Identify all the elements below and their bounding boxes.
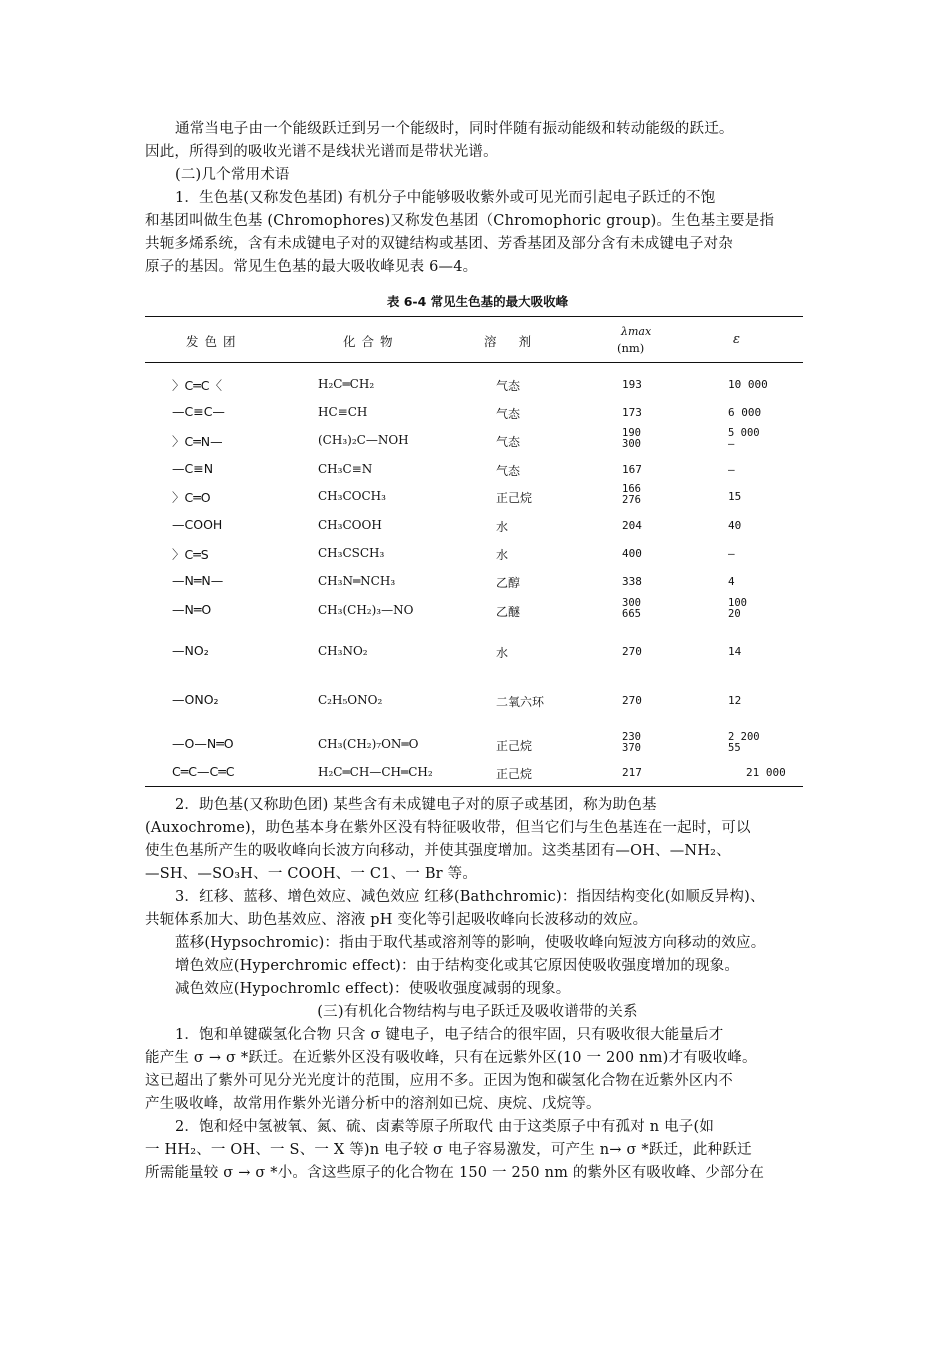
table-cell-lambda: 338 xyxy=(622,575,642,588)
table-cell-group: —COOH xyxy=(172,517,223,532)
paragraph-line: 2．饱和烃中氢被氧、氮、硫、卤素等原子所取代 由于这类原子中有孤对 n 电子(如 xyxy=(175,1119,715,1135)
table-cell-solvent: 气态 xyxy=(496,379,521,393)
paragraph-line: 共轭多烯系统，含有未成键电子对的双键结构或基团、芳香基团及部分含有未成键电子对杂 xyxy=(145,236,733,252)
table-cell-epsilon: 100 20 xyxy=(728,597,747,620)
paragraph-line: 蓝移(Hypsochromic)：指由于取代基或溶剂等的影响，使吸收峰向短波方向移动的效应。 xyxy=(175,935,766,951)
table-cell-lambda: 193 xyxy=(622,378,642,391)
table-cell-group: —ONO₂ xyxy=(172,692,219,707)
table-cell-compound: H₂C═CH₂ xyxy=(318,377,375,391)
table-cell-epsilon: 15 xyxy=(728,490,742,503)
table-cell-solvent: 气态 xyxy=(496,407,521,421)
table-cell-epsilon: 40 xyxy=(728,519,742,532)
table-cell-lambda: 166 276 xyxy=(622,483,641,506)
table-cell-lambda: 300 665 xyxy=(622,597,641,620)
paragraph-line: 1．饱和单键碳氢化合物 只含 σ 键电子，电子结合的很牢固，只有吸收很大能量后才 xyxy=(175,1027,724,1043)
table-cell-epsilon: 2 200 55 xyxy=(728,731,760,754)
table-cell-solvent: 乙醚 xyxy=(496,605,521,619)
table-header-rule xyxy=(145,362,803,363)
table-cell-compound: CH₃NO₂ xyxy=(318,644,368,658)
header-group: 发色团 xyxy=(186,334,242,349)
table-cell-group: 〉C═N— xyxy=(172,434,223,449)
paragraph-line: 这已超出了紫外可见分光光度计的范围，应用不多。正因为饱和碳氢化合物在近紫外区内不 xyxy=(145,1073,733,1089)
table-cell-lambda: 270 xyxy=(622,694,642,707)
table-cell-lambda: 230 370 xyxy=(622,731,641,754)
header-solvent: 溶剂 xyxy=(484,334,554,349)
table-cell-solvent: 正己烷 xyxy=(496,767,533,781)
table-cell-solvent: 正己烷 xyxy=(496,491,533,505)
section-heading: (二)几个常用术语 xyxy=(175,167,290,183)
table-bottom-rule xyxy=(145,786,803,787)
paragraph-line: 2．助色基(又称助色团) 某些含有未成键电子对的原子或基团，称为助色基 xyxy=(175,797,657,813)
paragraph-line: 所需能量较 σ → σ *小。含这些原子的化合物在 150 一 250 nm 的紫外区有吸收峰、少部分在 xyxy=(145,1165,765,1181)
table-cell-lambda: 190 300 xyxy=(622,427,641,450)
paragraph-line: 产生吸收峰，故常用作紫外光谱分析中的溶剂如已烷、庚烷、戊烷等。 xyxy=(145,1096,601,1112)
paragraph-line: (Auxochrome)，助色基本身在紫外区没有特征吸收带，但当它们与生色基连在一起时，可以 xyxy=(145,820,751,836)
table-cell-epsilon: 6 000 xyxy=(728,406,762,419)
paragraph-line: 能产生 σ → σ *跃迁。在近紫外区没有吸收峰，只有在远紫外区(10 一 200 nm)才有吸收峰。 xyxy=(145,1050,757,1066)
table-cell-solvent: 气态 xyxy=(496,464,521,478)
paragraph-line: 使生色基所产生的吸收峰向长波方向移动，并使其强度增加。这类基团有—OH、—NH₂、 xyxy=(145,843,731,859)
table-cell-compound: HC≡CH xyxy=(318,405,368,419)
table-cell-group: 〉C═O xyxy=(172,490,211,505)
header-epsilon: ε xyxy=(733,332,740,347)
table-cell-lambda: 173 xyxy=(622,406,642,419)
table-cell-compound: CH₃N═NCH₃ xyxy=(318,574,396,588)
table-cell-compound: CH₃COCH₃ xyxy=(318,489,386,503)
table-cell-compound: C₂H₅ONO₂ xyxy=(318,693,383,707)
table-cell-compound: CH₃(CH₂)₃—NO xyxy=(318,603,414,617)
table-cell-compound: (CH₃)₂C—NOH xyxy=(318,433,409,447)
header-lambda: λmax xyxy=(621,325,652,338)
paragraph-line: 原子的基因。常见生色基的最大吸收峰见表 6—4。 xyxy=(145,259,478,275)
table-cell-group: 〉C═C〈 xyxy=(172,378,222,393)
paragraph-line: —SH、—SO₃H、一 COOH、一 C1、一 Br 等。 xyxy=(145,866,478,882)
paragraph-line: 一 HH₂、一 OH、一 S、一 X 等)n 电子较 σ 电子容易激发，可产生 n→ σ *跃迁，此种跃迁 xyxy=(145,1142,752,1158)
header-lambda-unit: (nm) xyxy=(617,341,645,355)
section-heading: (三)有机化合物结构与电子跃迁及吸收谱带的关系 xyxy=(317,1004,638,1020)
paragraph-line: 3．红移、蓝移、增色效应、减色效应 红移(Bathchromic)：指因结构变化(如顺反异构)、 xyxy=(175,889,765,905)
table-cell-group: —NO₂ xyxy=(172,643,209,658)
table-cell-lambda: 217 xyxy=(622,766,642,779)
table-cell-epsilon: — xyxy=(728,463,735,476)
table-cell-epsilon: 21 000 xyxy=(746,766,786,779)
paragraph-line: 1．生色基(又称发色基团) 有机分子中能够吸收紫外或可见光而引起电子跃迁的不饱 xyxy=(175,190,716,206)
table-cell-group: —C≡N xyxy=(172,461,214,476)
table-cell-solvent: 水 xyxy=(496,646,509,660)
table-cell-epsilon: 5 000 — xyxy=(728,427,760,450)
table-cell-lambda: 204 xyxy=(622,519,642,532)
header-compound: 化合物 xyxy=(343,334,399,349)
table-cell-epsilon: 10 000 xyxy=(728,378,768,391)
table-cell-compound: CH₃(CH₂)₇ON═O xyxy=(318,737,419,751)
table-cell-solvent: 正己烷 xyxy=(496,739,533,753)
table-cell-group: —C≡C— xyxy=(172,404,225,419)
table-cell-solvent: 乙醇 xyxy=(496,576,521,590)
table-cell-compound: CH₃COOH xyxy=(318,518,382,532)
table-cell-epsilon: 12 xyxy=(728,694,742,707)
paragraph-line: 共轭体系加大、助色基效应、溶液 pH 变化等引起吸收峰向长波移动的效应。 xyxy=(145,912,648,928)
table-cell-solvent: 气态 xyxy=(496,435,521,449)
table-caption: 表 6-4 常见生色基的最大吸收峰 xyxy=(386,294,569,309)
table-cell-solvent: 水 xyxy=(496,548,509,562)
table-cell-group: —N═O xyxy=(172,602,212,617)
table-cell-solvent: 二氧六环 xyxy=(496,695,545,709)
table-top-rule xyxy=(145,316,803,317)
table-cell-compound: CH₃CSCH₃ xyxy=(318,546,385,560)
paragraph-line: 通常当电子由一个能级跃迁到另一个能级时，同时伴随有振动能级和转动能级的跃迁。 xyxy=(175,121,734,137)
table-cell-epsilon: 14 xyxy=(728,645,742,658)
paragraph-line: 增色效应(Hyperchromic effect)：由于结构变化或其它原因使吸收强度增加的现象。 xyxy=(175,958,740,974)
table-cell-compound: CH₃C≡N xyxy=(318,462,373,476)
table-cell-solvent: 水 xyxy=(496,520,509,534)
table-cell-group: —N═N— xyxy=(172,573,224,588)
table-cell-group: C═C—C═C xyxy=(172,764,235,779)
paragraph-line: 因此，所得到的吸收光谱不是线状光谱而是带状光谱。 xyxy=(145,144,498,160)
table-cell-lambda: 400 xyxy=(622,547,642,560)
table-cell-epsilon: — xyxy=(728,547,735,560)
table-cell-epsilon: 4 xyxy=(728,575,735,588)
table-cell-group: —O—N═O xyxy=(172,736,234,751)
table-cell-compound: H₂C═CH—CH═CH₂ xyxy=(318,765,433,779)
table-cell-lambda: 270 xyxy=(622,645,642,658)
paragraph-line: 减色效应(Hypochromlc effect)：使吸收强度减弱的现象。 xyxy=(175,981,571,997)
table-cell-group: 〉C═S xyxy=(172,547,209,562)
paragraph-line: 和基团叫做生色基 (Chromophores)又称发色基团（Chromophoric group)。生色基主要是指 xyxy=(145,213,775,229)
table-cell-lambda: 167 xyxy=(622,463,642,476)
